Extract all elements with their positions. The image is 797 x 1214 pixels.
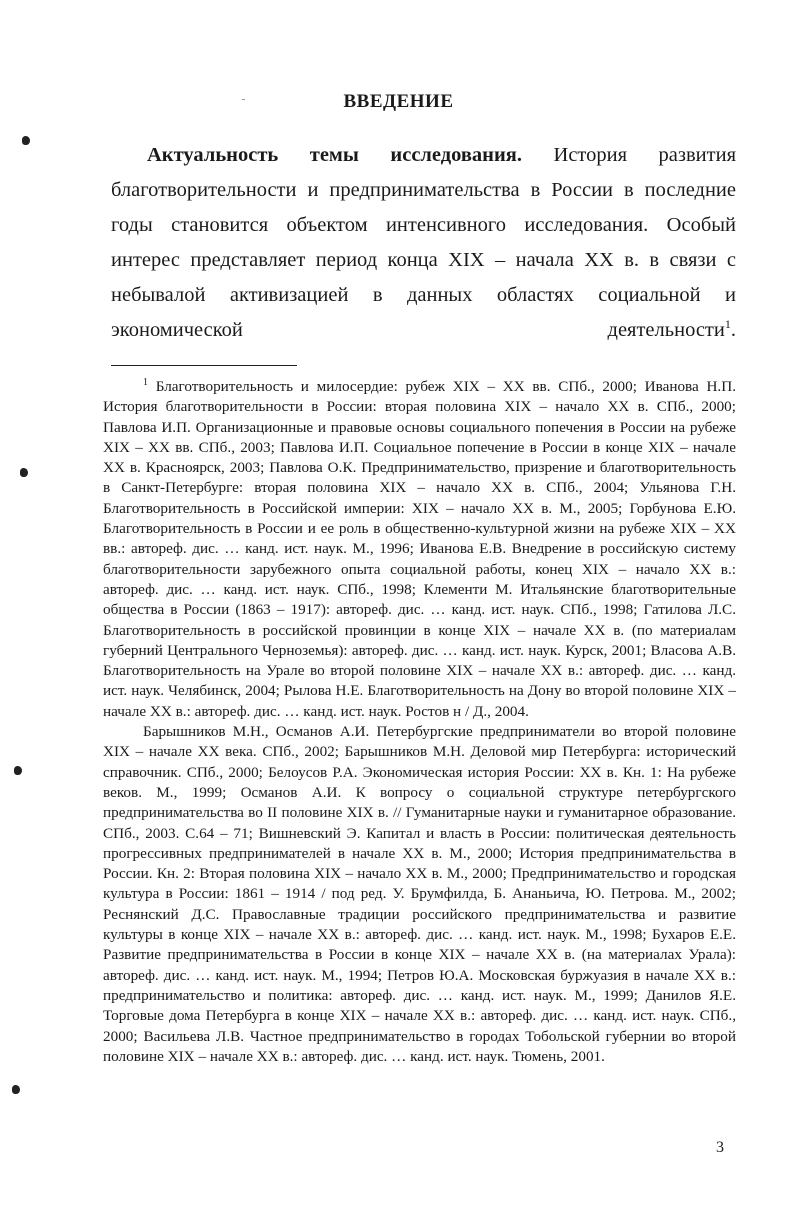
intro-text: История развития благотворительности и предпринимательства в России в последние годы становится объектом интенсивного исследования. Особый интерес представляет период конца XIX – начала XX в. в связи с небывалой активизацией в данных областях социальной и экономической деятельности [111,144,736,341]
punch-hole-mark [22,136,30,145]
footnote-reference: 1 [724,317,731,332]
footnote-paragraph [103,722,736,1067]
footnote-separator [111,365,297,366]
relevance-heading: Актуальность темы исследования. [147,144,523,166]
intro-paragraph [111,138,736,348]
footnote-text: Барышников М.Н., Османов А.И. Петербургские предприниматели во второй половине XIX – начале XX века. СПб., 2002; Барышников М.Н. Деловой мир Петербурга: исторический справочник. СПб., 2000; Белоусов Р.А. Экономическая история России: XX в. Кн. 1: На рубеже веков. М., 1999; Османов А.И. К вопросу о социальной структуре петербургского предпринимательства во II половине XIX в. // Гуманитарные науки и гуманитарное образование. СПб., 2003. С.64 – 71; Вишневский Э. Капитал и власть в России: политическая деятельность прогрессивных предпринимателей в начале XX в. М., 2000; История предпринимательства в России. Кн. 2: Вторая половина XIX – начало XX в. М., 2000; Предпринимательство и городская культура в России: 1861 – 1914 / под ред. У. Брумфилда, Б. Ананьича, Ю. Петрова. М., 2002; Реснянский Д.С. Православные традиции российского предпринимательства и развитие культуры в конце XIX – начале XX в.: автореф. дис. … канд. ист. наук. М., 1998; Бухаров Е.Е. Развитие предпринимательства в России в конце XIX – начале XX в. (на материалах Урала): автореф. дис. … канд. ист. наук. М., 1994; Петров Ю.А. Московская буржуазия в начале XX в.: предпринимательство и политика: автореф. дис. … канд. ист. наук. М., 1999; Данилов Я.Е. Торговые дома Петербурга в конце XIX – начале XX в.: автореф. дис. … канд. ист. наук. СПб., 2000; Васильева Л.В. Частное предпринимательство в городах Тобольской губернии во второй половине XIX – начале XX в.: автореф. дис. … канд. ист. наук. Тюмень, 2001. [103,723,736,1065]
punch-hole-mark [14,766,22,775]
page-title: ВВЕДЕНИЕ [343,91,454,112]
punch-hole-mark [20,468,28,477]
footnote-text: Благотворительность и милосердие: рубеж XIX – XX вв. СПб., 2000; Иванова Н.П. История благотворительности в России: вторая половина XIX – начало XX в. СПб., 2000; Павлова И.П. Организационные и правовые основы социального попечения в России на рубеже XIX – XX вв. СПб., 2003; Павлова И.П. Социальное попечение в России в конце XIX – начале XX в. Красноярск, 2003; Павлова О.К. Предпринимательство, призрение и благотворительность в Санкт-Петербурге: вторая половина XIX – начало XX в. СПб., 2004; Ульянова Г.Н. Благотворительность в Российской империи: XIX – начало XX в. М., 2005; Горбунова Е.Ю. Благотворительность в России и ее роль в общественно-культурной жизни на рубеже XIX – XX вв.: автореф. дис. … канд. ист. наук. М., 1996; Иванова Е.В. Внедрение в российскую систему благотворительности зарубежного опыта социальной работы, конец XIX – начало XX в.: автореф. дис. … канд. ист. наук. СПб., 1998; Клементи М. Итальянские благотворительные общества в России (1863 – 1917): автореф. дис. … канд. ист. наук. СПб., 1998; Гатилова Л.С. Благотворительность в российской провинции в конце XIX – начале XX в. (по материалам губерний Центрального Черноземья): автореф. дис. … канд. ист. наук. Курск, 2001; Власова А.В. Благотворительность на Урале во второй половине XIX – начале XX в.: автореф. дис. … канд. ист. наук. Челябинск, 2004; Рылова Н.Е. Благотворительность на Дону во второй половине XIX – начале XX в.: автореф. дис. … канд. ист. наук. Ростов н / Д., 2004. [103,378,736,720]
footnote-paragraph [103,377,736,722]
footnotes [103,377,736,1067]
intro-lead [111,138,736,348]
footnote-marker: 1 [143,376,148,388]
page-number: 3 [716,1139,724,1156]
intro-end: . [730,319,736,341]
punch-hole-mark [12,1085,20,1094]
